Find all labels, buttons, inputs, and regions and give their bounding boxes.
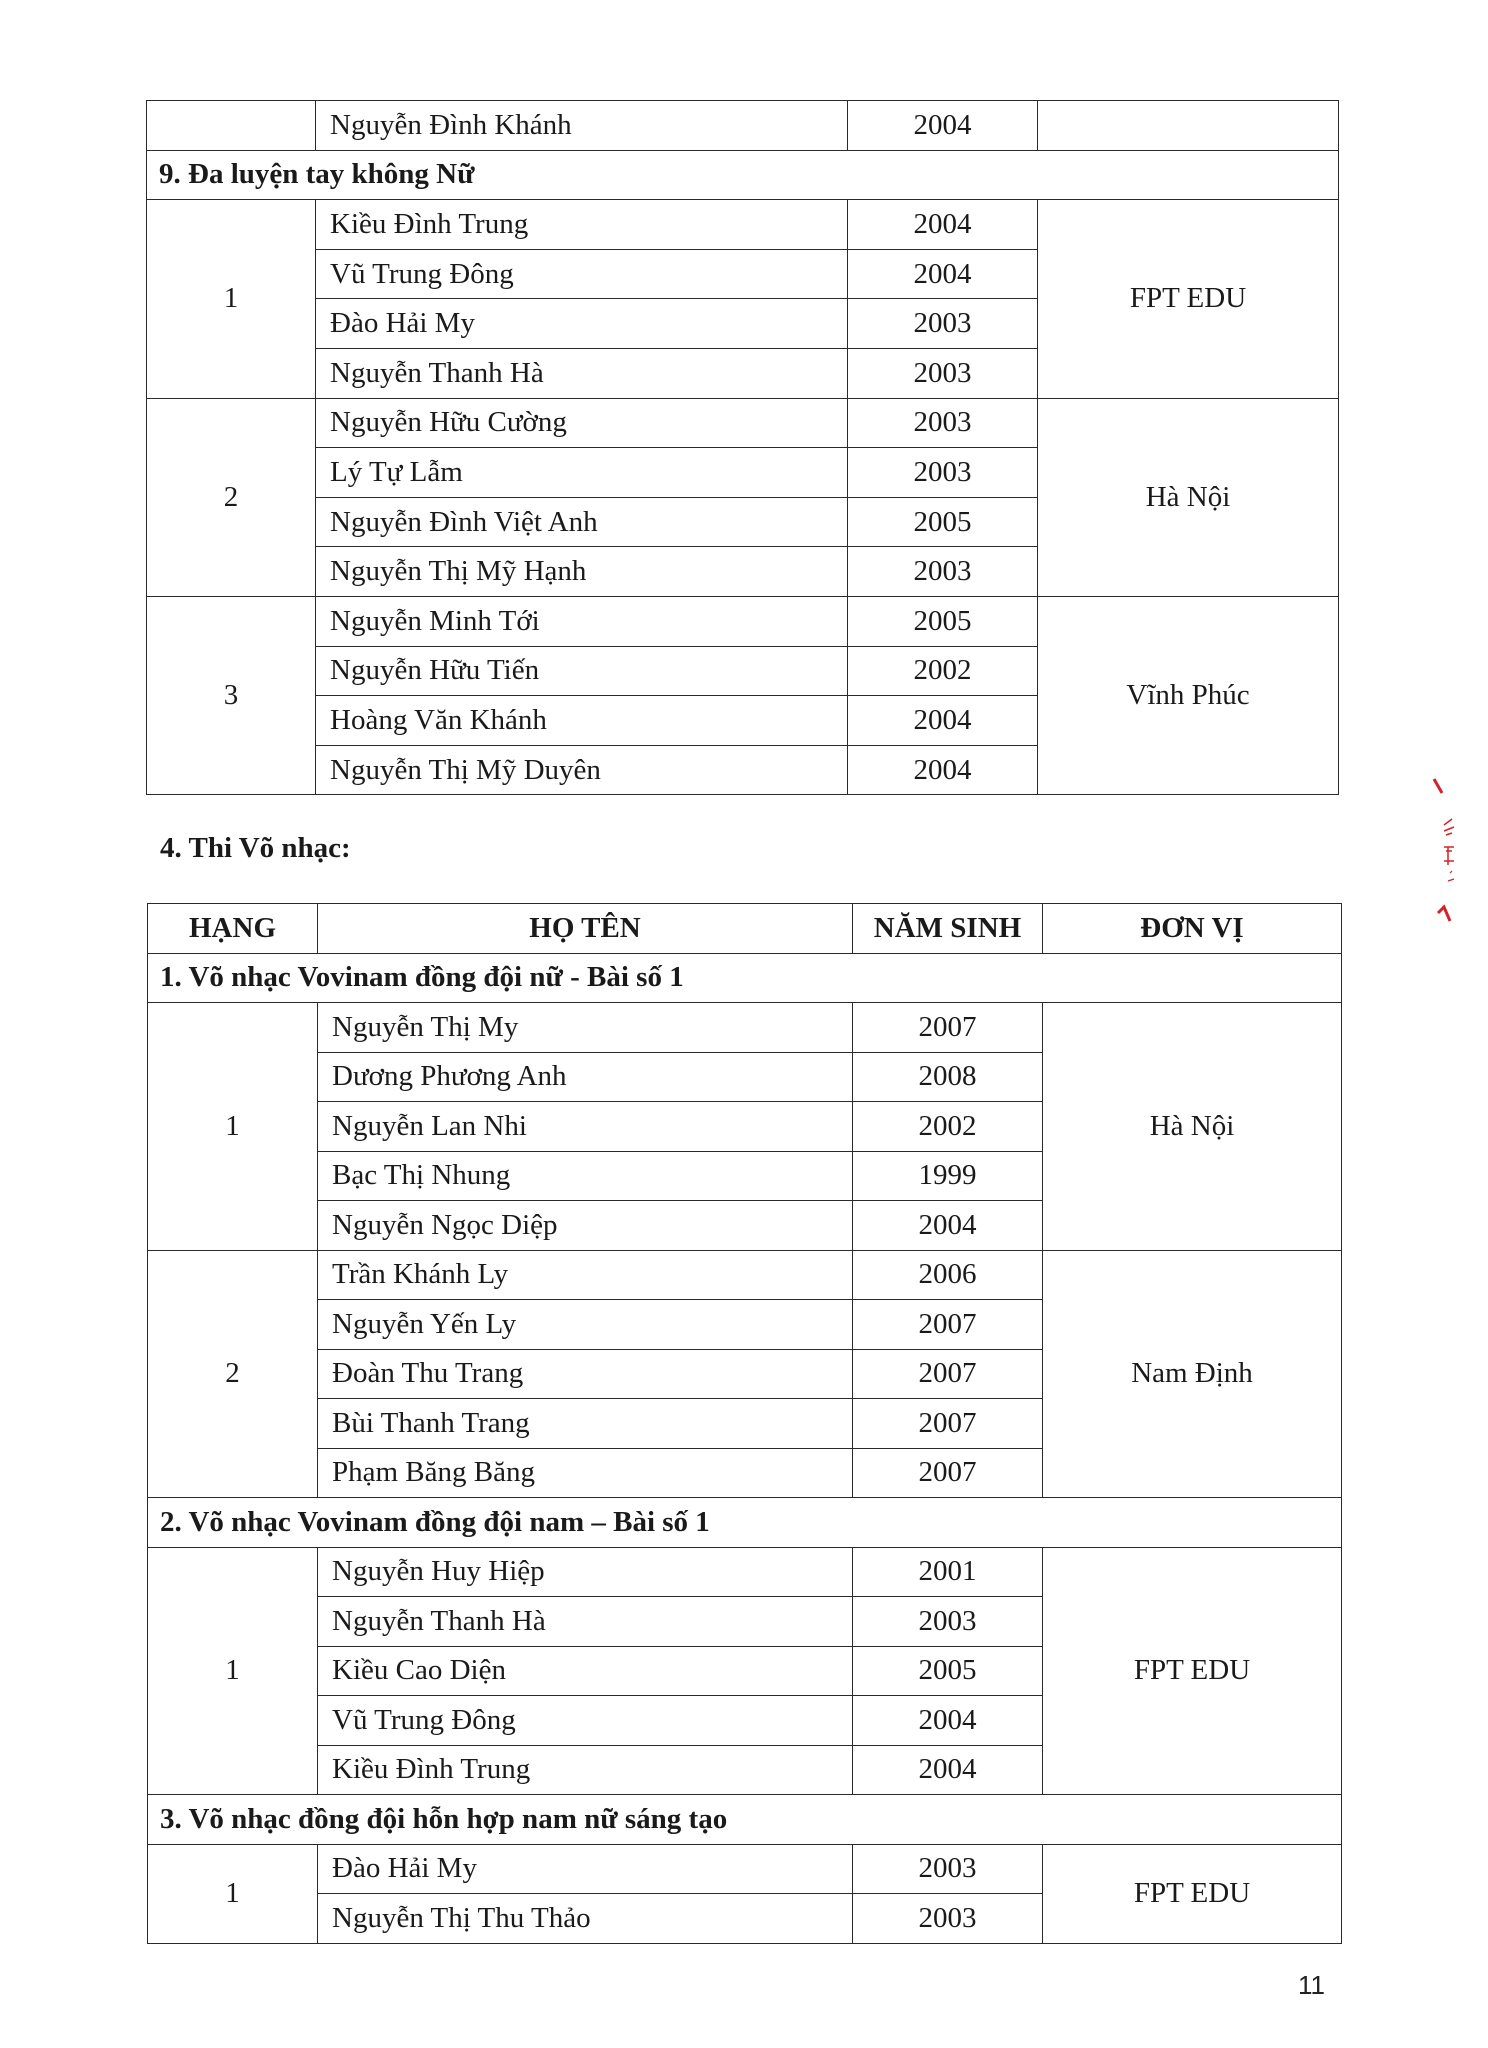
year-cell: 2005 bbox=[853, 1646, 1043, 1696]
name-cell: Nguyễn Thị My bbox=[318, 1003, 853, 1053]
rank-cell bbox=[147, 101, 316, 151]
name-cell: Nguyễn Thị Thu Thảo bbox=[318, 1894, 853, 1944]
table-row bbox=[147, 398, 1339, 448]
rank-cell: 1 bbox=[148, 1844, 318, 1943]
section-title: 2. Võ nhạc Vovinam đồng đội nam – Bài số 1 bbox=[148, 1498, 1342, 1548]
unit-cell: Vĩnh Phúc bbox=[1038, 596, 1339, 794]
year-cell: 2004 bbox=[853, 1201, 1043, 1251]
section-row bbox=[148, 1498, 1342, 1548]
year-cell: 2004 bbox=[853, 1745, 1043, 1795]
name-cell: Kiều Đình Trung bbox=[316, 200, 848, 250]
name-cell: Đoàn Thu Trang bbox=[318, 1349, 853, 1399]
table-row bbox=[147, 596, 1339, 646]
year-cell: 2003 bbox=[848, 299, 1038, 349]
table-row bbox=[148, 1547, 1342, 1597]
name-cell: Nguyễn Huy Hiệp bbox=[318, 1547, 853, 1597]
section-title: 1. Võ nhạc Vovinam đồng đội nữ - Bài số 1 bbox=[148, 953, 1342, 1003]
year-cell: 2007 bbox=[853, 1448, 1043, 1498]
year-cell: 1999 bbox=[853, 1151, 1043, 1201]
year-cell: 2001 bbox=[853, 1547, 1043, 1597]
year-cell: 2006 bbox=[853, 1250, 1043, 1300]
name-cell: Nguyễn Hữu Cường bbox=[316, 398, 848, 448]
header-unit: ĐƠN VỊ bbox=[1043, 904, 1342, 954]
name-cell: Nguyễn Thanh Hà bbox=[318, 1597, 853, 1647]
year-cell: 2004 bbox=[853, 1696, 1043, 1746]
unit-cell: FPT EDU bbox=[1043, 1844, 1342, 1943]
table-row bbox=[148, 1844, 1342, 1894]
year-cell: 2003 bbox=[853, 1844, 1043, 1894]
table-row bbox=[147, 200, 1339, 250]
year-cell: 2003 bbox=[848, 348, 1038, 398]
table-vonhac bbox=[147, 903, 1342, 1944]
name-cell: Nguyễn Minh Tới bbox=[316, 596, 848, 646]
name-cell: Nguyễn Lan Nhi bbox=[318, 1102, 853, 1152]
header-year: NĂM SINH bbox=[853, 904, 1043, 954]
year-cell: 2003 bbox=[853, 1597, 1043, 1647]
year-cell: 2002 bbox=[848, 646, 1038, 696]
name-cell: Đào Hải My bbox=[316, 299, 848, 349]
year-cell: 2003 bbox=[848, 398, 1038, 448]
name-cell: Nguyễn Hữu Tiến bbox=[316, 646, 848, 696]
rank-cell: 3 bbox=[147, 596, 316, 794]
name-cell: Phạm Băng Băng bbox=[318, 1448, 853, 1498]
header-row bbox=[148, 904, 1342, 954]
name-cell: Nguyễn Thị Mỹ Hạnh bbox=[316, 547, 848, 597]
year-cell: 2004 bbox=[848, 200, 1038, 250]
year-cell: 2007 bbox=[853, 1003, 1043, 1053]
year-cell: 2002 bbox=[853, 1102, 1043, 1152]
year-cell: 2005 bbox=[848, 497, 1038, 547]
rank-cell: 2 bbox=[147, 398, 316, 596]
year-cell: 2007 bbox=[853, 1349, 1043, 1399]
year-cell: 2007 bbox=[853, 1300, 1043, 1350]
year-cell: 2003 bbox=[853, 1894, 1043, 1944]
rank-cell: 2 bbox=[148, 1250, 318, 1498]
name-cell: Nguyễn Đình Khánh bbox=[316, 101, 848, 151]
name-cell: Vũ Trung Đông bbox=[318, 1696, 853, 1746]
name-cell: Kiều Đình Trung bbox=[318, 1745, 853, 1795]
year-cell: 2004 bbox=[848, 745, 1038, 795]
name-cell: Bùi Thanh Trang bbox=[318, 1399, 853, 1449]
year-cell: 2004 bbox=[848, 249, 1038, 299]
rank-cell: 1 bbox=[148, 1003, 318, 1251]
year-cell: 2003 bbox=[848, 547, 1038, 597]
year-cell: 2003 bbox=[848, 448, 1038, 498]
section-title: 3. Võ nhạc đồng đội hỗn hợp nam nữ sáng tạo bbox=[148, 1795, 1342, 1845]
table-row bbox=[147, 101, 1339, 151]
header-rank: HẠNG bbox=[148, 904, 318, 954]
unit-cell bbox=[1038, 101, 1339, 151]
name-cell: Lý Tự Lẫm bbox=[316, 448, 848, 498]
year-cell: 2004 bbox=[848, 696, 1038, 746]
name-cell: Nguyễn Yến Ly bbox=[318, 1300, 853, 1350]
name-cell: Kiều Cao Diện bbox=[318, 1646, 853, 1696]
name-cell: Vũ Trung Đông bbox=[316, 249, 848, 299]
name-cell: Nguyễn Ngọc Diệp bbox=[318, 1201, 853, 1251]
page-number: 11 bbox=[1298, 1970, 1325, 2000]
name-cell: Dương Phương Anh bbox=[318, 1052, 853, 1102]
year-cell: 2008 bbox=[853, 1052, 1043, 1102]
unit-cell: Hà Nội bbox=[1043, 1003, 1342, 1251]
name-cell: Đào Hải My bbox=[318, 1844, 853, 1894]
rank-cell: 1 bbox=[148, 1547, 318, 1795]
section-title: 9. Đa luyện tay không Nữ bbox=[147, 150, 1339, 200]
year-cell: 2005 bbox=[848, 596, 1038, 646]
name-cell: Nguyễn Đình Việt Anh bbox=[316, 497, 848, 547]
section-heading: 4. Thi Võ nhạc: bbox=[160, 832, 351, 864]
unit-cell: FPT EDU bbox=[1038, 200, 1339, 398]
section-row bbox=[148, 953, 1342, 1003]
name-cell: Nguyễn Thanh Hà bbox=[316, 348, 848, 398]
table-dalluyen bbox=[146, 100, 1339, 795]
unit-cell: FPT EDU bbox=[1043, 1547, 1342, 1795]
red-stamp-mark bbox=[1430, 775, 1470, 925]
year-cell: 2004 bbox=[848, 101, 1038, 151]
name-cell: Bạc Thị Nhung bbox=[318, 1151, 853, 1201]
year-cell: 2007 bbox=[853, 1399, 1043, 1449]
name-cell: Nguyễn Thị Mỹ Duyên bbox=[316, 745, 848, 795]
header-name: HỌ TÊN bbox=[318, 904, 853, 954]
unit-cell: Nam Định bbox=[1043, 1250, 1342, 1498]
name-cell: Trần Khánh Ly bbox=[318, 1250, 853, 1300]
rank-cell: 1 bbox=[147, 200, 316, 398]
unit-cell: Hà Nội bbox=[1038, 398, 1339, 596]
section-row bbox=[147, 150, 1339, 200]
table-row bbox=[148, 1003, 1342, 1053]
name-cell: Hoàng Văn Khánh bbox=[316, 696, 848, 746]
section-row bbox=[148, 1795, 1342, 1845]
table-row bbox=[148, 1250, 1342, 1300]
